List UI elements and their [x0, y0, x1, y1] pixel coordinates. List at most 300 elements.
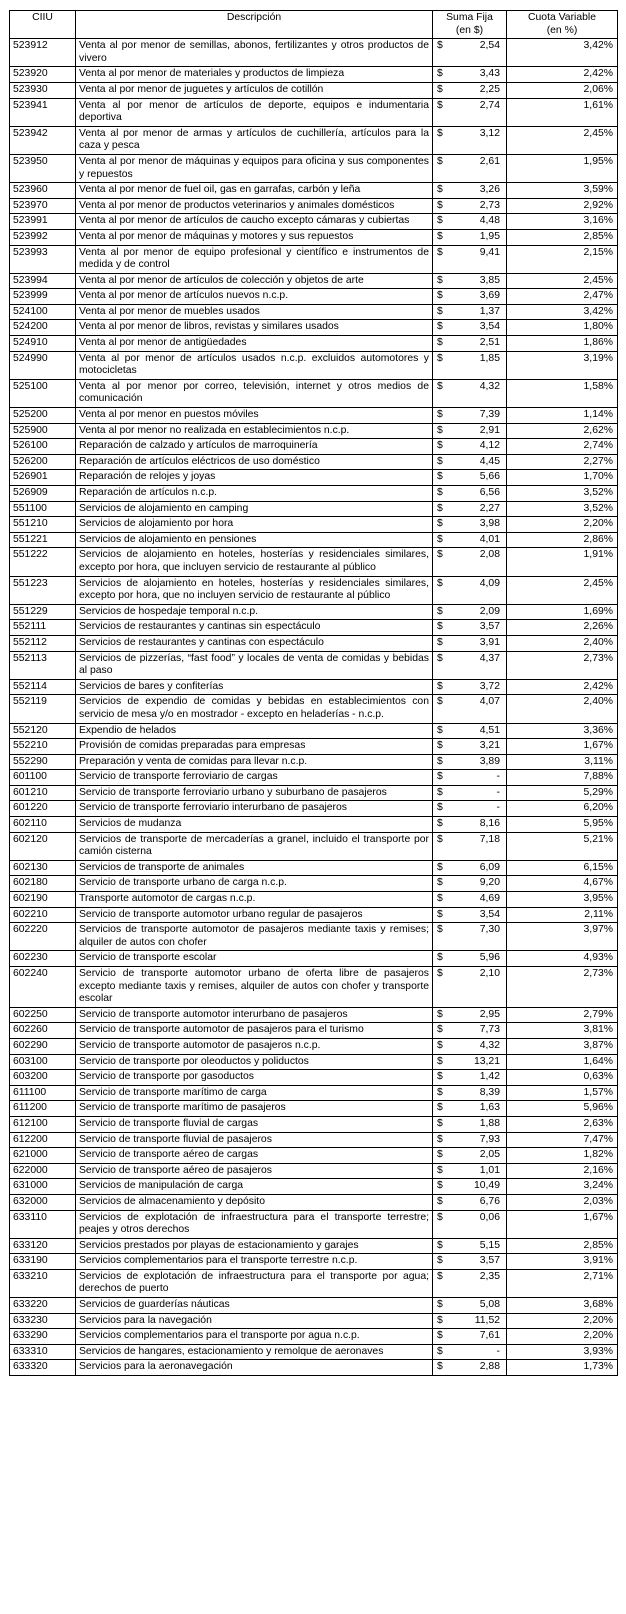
- suma-fija-cell: [433, 576, 507, 604]
- cuota-variable-value: 4,67%: [507, 876, 618, 892]
- suma-fija-value: 6,56: [479, 487, 500, 498]
- suma-fija-cell: [433, 379, 507, 407]
- cuota-variable-value: 2,45%: [507, 576, 618, 604]
- header-descripcion-label: Descripción: [226, 12, 282, 23]
- cuota-variable-value: 2,06%: [507, 82, 618, 98]
- currency-symbol: $: [437, 818, 443, 830]
- suma-fija-cell: [433, 817, 507, 833]
- suma-fija-value: 3,21: [479, 740, 500, 752]
- currency-symbol: $: [437, 680, 443, 692]
- table-row: [10, 470, 618, 486]
- cuota-variable-value: 1,69%: [507, 604, 618, 620]
- suma-fija-cell: [433, 320, 507, 336]
- ciiu-code: 552114: [10, 679, 76, 695]
- table-row: [10, 548, 618, 576]
- activity-description: Preparación y venta de comidas para llevar n.c.p.: [76, 754, 433, 770]
- table-row: [10, 620, 618, 636]
- ciiu-code: 633320: [10, 1360, 76, 1376]
- activity-description: Servicio de transporte fluvial de pasajeros: [76, 1132, 433, 1148]
- table-row: [10, 1101, 618, 1117]
- suma-fija-value: 4,37: [479, 652, 500, 664]
- currency-symbol: $: [437, 337, 443, 349]
- activity-description: Servicio de transporte por gasoductos: [76, 1070, 433, 1086]
- cuota-variable-value: 1,86%: [507, 336, 618, 352]
- table-row: [10, 679, 618, 695]
- suma-fija-cell: [433, 1298, 507, 1314]
- activity-description: Servicios de bares y confiterías: [76, 679, 433, 695]
- suma-fija-cell: [433, 304, 507, 320]
- cuota-variable-value: 1,82%: [507, 1148, 618, 1164]
- activity-description: Servicios complementarios para el transporte terrestre n.c.p.: [76, 1254, 433, 1270]
- suma-fija-value: -: [496, 802, 500, 814]
- ciiu-code: 526901: [10, 470, 76, 486]
- activity-description: Servicio de transporte automotor de pasajeros para el turismo: [76, 1023, 433, 1039]
- currency-symbol: $: [437, 380, 443, 392]
- currency-symbol: $: [437, 127, 443, 139]
- suma-fija-value: 13,21: [473, 1055, 500, 1067]
- suma-fija-value: 3,98: [479, 518, 500, 530]
- ciiu-code: 525900: [10, 423, 76, 439]
- activity-description: Venta al por menor de equipo profesional y científico e instrumentos de medida y de control: [76, 245, 433, 273]
- table-row: [10, 1054, 618, 1070]
- ciiu-code: 612200: [10, 1132, 76, 1148]
- cuota-variable-value: 5,95%: [507, 817, 618, 833]
- table-row: [10, 486, 618, 502]
- ciiu-code: 525100: [10, 379, 76, 407]
- activity-description: Servicio de transporte automotor interurbano de pasajeros: [76, 1007, 433, 1023]
- cuota-variable-value: 3,97%: [507, 923, 618, 951]
- cuota-variable-value: 4,93%: [507, 951, 618, 967]
- cuota-variable-value: 2,63%: [507, 1116, 618, 1132]
- suma-fija-value: 4,51: [479, 724, 500, 736]
- ciiu-code: 602260: [10, 1023, 76, 1039]
- cuota-variable-value: 3,42%: [507, 39, 618, 67]
- activity-description: Servicios de alojamiento en hoteles, hosterías y residenciales similares, excepto por hora, que no incluyen servicio de restaurante al público: [76, 576, 433, 604]
- currency-symbol: $: [437, 1086, 443, 1098]
- currency-symbol: $: [437, 771, 443, 783]
- suma-fija-value: 1,42: [479, 1071, 500, 1083]
- activity-description: Servicios de hospedaje temporal n.c.p.: [76, 604, 433, 620]
- table-row: [10, 907, 618, 923]
- activity-description: Servicios para la navegación: [76, 1313, 433, 1329]
- cuota-variable-value: 1,61%: [507, 98, 618, 126]
- suma-fija-cell: [433, 892, 507, 908]
- cuota-variable-value: 2,71%: [507, 1269, 618, 1297]
- suma-fija-cell: [433, 1269, 507, 1297]
- activity-description: Servicio de transporte por oleoductos y poliductos: [76, 1054, 433, 1070]
- cuota-variable-value: 3,52%: [507, 501, 618, 517]
- activity-description: Servicios de hangares, estacionamiento y remolque de aeronaves: [76, 1344, 433, 1360]
- activity-description: Servicio de transporte ferroviario interurbano de pasajeros: [76, 801, 433, 817]
- suma-fija-cell: [433, 67, 507, 83]
- suma-fija-cell: [433, 635, 507, 651]
- activity-description: Servicio de transporte ferroviario urbano y suburbano de pasajeros: [76, 785, 433, 801]
- suma-fija-value: 1,63: [479, 1102, 500, 1114]
- ciiu-rates-document: [9, 10, 617, 1376]
- suma-fija-cell: [433, 951, 507, 967]
- suma-fija-cell: [433, 1038, 507, 1054]
- suma-fija-cell: [433, 470, 507, 486]
- currency-symbol: $: [437, 833, 443, 845]
- table-row: [10, 501, 618, 517]
- suma-fija-value: 2,10: [479, 968, 500, 979]
- suma-fija-value: 1,95: [479, 230, 500, 242]
- activity-description: Servicios de guarderías náuticas: [76, 1298, 433, 1314]
- activity-description: Servicios de restaurantes y cantinas sin espectáculo: [76, 620, 433, 636]
- suma-fija-value: 2,88: [479, 1361, 500, 1373]
- ciiu-code: 523992: [10, 229, 76, 245]
- cuota-variable-value: 2,40%: [507, 635, 618, 651]
- ciiu-code: 602110: [10, 817, 76, 833]
- suma-fija-cell: [433, 1194, 507, 1210]
- suma-fija-value: 2,05: [479, 1149, 500, 1161]
- activity-description: Venta al por menor de muebles usados: [76, 304, 433, 320]
- suma-fija-cell: [433, 98, 507, 126]
- table-row: [10, 439, 618, 455]
- table-row: [10, 1163, 618, 1179]
- table-row: [10, 967, 618, 1008]
- table-row: [10, 723, 618, 739]
- cuota-variable-value: 2,20%: [507, 517, 618, 533]
- activity-description: Servicio de transporte aéreo de pasajeros: [76, 1163, 433, 1179]
- currency-symbol: $: [437, 924, 443, 936]
- table-row: [10, 98, 618, 126]
- suma-fija-value: 2,95: [479, 1008, 500, 1020]
- table-row: [10, 532, 618, 548]
- ciiu-code: 633290: [10, 1329, 76, 1345]
- activity-description: Transporte automotor de cargas n.c.p.: [76, 892, 433, 908]
- currency-symbol: $: [437, 246, 443, 258]
- cuota-variable-value: 3,11%: [507, 754, 618, 770]
- suma-fija-cell: [433, 679, 507, 695]
- suma-fija-value: 1,37: [479, 305, 500, 317]
- currency-symbol: $: [437, 1164, 443, 1176]
- table-row: [10, 1116, 618, 1132]
- currency-symbol: $: [437, 877, 443, 889]
- currency-symbol: $: [437, 471, 443, 483]
- currency-symbol: $: [437, 199, 443, 211]
- activity-description: Venta al por menor de artículos de caucho excepto cámaras y cubiertas: [76, 214, 433, 230]
- suma-fija-value: 7,30: [479, 924, 500, 936]
- suma-fija-value: 2,91: [479, 424, 500, 436]
- currency-symbol: $: [437, 305, 443, 317]
- suma-fija-value: 7,61: [479, 1330, 500, 1342]
- table-row: [10, 892, 618, 908]
- cuota-variable-value: 1,14%: [507, 408, 618, 424]
- table-row: [10, 351, 618, 379]
- currency-symbol: $: [437, 952, 443, 964]
- ciiu-code: 633220: [10, 1298, 76, 1314]
- currency-symbol: $: [437, 1180, 443, 1192]
- suma-fija-value: -: [496, 786, 500, 798]
- suma-fija-value: 3,54: [479, 908, 500, 920]
- table-row: [10, 635, 618, 651]
- activity-description: Venta al por menor de artículos usados n.c.p. excluidos automotores y motocicletas: [76, 351, 433, 379]
- cuota-variable-value: 2,27%: [507, 454, 618, 470]
- suma-fija-cell: [433, 1132, 507, 1148]
- cuota-variable-value: 1,57%: [507, 1085, 618, 1101]
- ciiu-code: 602120: [10, 832, 76, 860]
- cuota-variable-value: 2,11%: [507, 907, 618, 923]
- table-row: [10, 454, 618, 470]
- ciiu-code: 611100: [10, 1085, 76, 1101]
- ciiu-code: 633120: [10, 1238, 76, 1254]
- table-row: [10, 860, 618, 876]
- suma-fija-value: 6,76: [479, 1195, 500, 1207]
- suma-fija-cell: [433, 439, 507, 455]
- suma-fija-value: 2,25: [479, 83, 500, 95]
- cuota-variable-value: 2,03%: [507, 1194, 618, 1210]
- suma-fija-value: 4,09: [479, 577, 500, 589]
- activity-description: Servicios complementarios para el transporte por agua n.c.p.: [76, 1329, 433, 1345]
- table-row: [10, 739, 618, 755]
- suma-fija-value: 7,18: [479, 833, 500, 845]
- suma-fija-value: 2,09: [479, 605, 500, 617]
- ciiu-rates-table: [9, 10, 618, 1376]
- activity-description: Servicios de restaurantes y cantinas con espectáculo: [76, 635, 433, 651]
- ciiu-code: 526100: [10, 439, 76, 455]
- cuota-variable-value: 2,73%: [507, 651, 618, 679]
- currency-symbol: $: [437, 184, 443, 196]
- table-row: [10, 801, 618, 817]
- currency-symbol: $: [437, 577, 443, 589]
- currency-symbol: $: [437, 1345, 443, 1357]
- suma-fija-cell: [433, 739, 507, 755]
- ciiu-code: 552120: [10, 723, 76, 739]
- suma-fija-value: 11,52: [474, 1314, 500, 1326]
- header-suma-fija-unit: (en $): [455, 24, 484, 36]
- suma-fija-cell: [433, 651, 507, 679]
- suma-fija-value: 3,69: [479, 290, 500, 302]
- table-row: [10, 289, 618, 305]
- activity-description: Reparación de artículos n.c.p.: [76, 486, 433, 502]
- currency-symbol: $: [437, 1239, 443, 1251]
- ciiu-code: 622000: [10, 1163, 76, 1179]
- suma-fija-cell: [433, 770, 507, 786]
- table-row: [10, 832, 618, 860]
- currency-symbol: $: [437, 155, 443, 167]
- table-row: [10, 336, 618, 352]
- cuota-variable-value: 1,58%: [507, 379, 618, 407]
- suma-fija-value: 2,74: [479, 99, 500, 111]
- suma-fija-cell: [433, 1148, 507, 1164]
- currency-symbol: $: [437, 1361, 443, 1373]
- cuota-variable-value: 0,63%: [507, 1070, 618, 1086]
- ciiu-code: 551210: [10, 517, 76, 533]
- header-cuota-variable-unit: (en %): [546, 24, 578, 36]
- activity-description: Reparación de calzado y artículos de marroquinería: [76, 439, 433, 455]
- currency-symbol: $: [437, 605, 443, 617]
- activity-description: Venta al por menor no realizada en establecimientos n.c.p.: [76, 423, 433, 439]
- suma-fija-value: 7,39: [479, 409, 500, 421]
- table-row: [10, 183, 618, 199]
- suma-fija-cell: [433, 1210, 507, 1238]
- ciiu-code: 551222: [10, 548, 76, 576]
- activity-description: Servicio de transporte marítimo de pasajeros: [76, 1101, 433, 1117]
- cuota-variable-value: 1,64%: [507, 1054, 618, 1070]
- currency-symbol: $: [437, 908, 443, 920]
- currency-symbol: $: [437, 487, 443, 498]
- currency-symbol: $: [437, 1133, 443, 1145]
- table-row: [10, 1313, 618, 1329]
- currency-symbol: $: [437, 1117, 443, 1129]
- suma-fija-cell: [433, 82, 507, 98]
- suma-fija-value: 1,88: [479, 1117, 500, 1129]
- cuota-variable-value: 3,59%: [507, 183, 618, 199]
- cuota-variable-value: 6,15%: [507, 860, 618, 876]
- suma-fija-cell: [433, 408, 507, 424]
- suma-fija-cell: [433, 1085, 507, 1101]
- activity-description: Venta al por menor por correo, televisión, internet y otros medios de comunicación: [76, 379, 433, 407]
- ciiu-code: 552112: [10, 635, 76, 651]
- activity-description: Venta al por menor de productos veterinarios y animales domésticos: [76, 198, 433, 214]
- suma-fija-cell: [433, 1313, 507, 1329]
- cuota-variable-value: 2,62%: [507, 423, 618, 439]
- activity-description: Venta al por menor de libros, revistas y similares usados: [76, 320, 433, 336]
- cuota-variable-value: 2,26%: [507, 620, 618, 636]
- table-row: [10, 1269, 618, 1297]
- suma-fija-value: 4,07: [479, 696, 500, 708]
- cuota-variable-value: 1,73%: [507, 1360, 618, 1376]
- currency-symbol: $: [437, 1299, 443, 1311]
- activity-description: Provisión de comidas preparadas para empresas: [76, 739, 433, 755]
- ciiu-code: 601210: [10, 785, 76, 801]
- activity-description: Servicio de transporte urbano de carga n.c.p.: [76, 876, 433, 892]
- suma-fija-cell: [433, 336, 507, 352]
- cuota-variable-value: 2,40%: [507, 695, 618, 723]
- currency-symbol: $: [437, 802, 443, 814]
- currency-symbol: $: [437, 1211, 443, 1223]
- activity-description: Venta al por menor de máquinas y motores y sus repuestos: [76, 229, 433, 245]
- suma-fija-value: 3,54: [479, 321, 500, 333]
- activity-description: Servicios para la aeronavegación: [76, 1360, 433, 1376]
- suma-fija-value: 8,39: [479, 1086, 500, 1098]
- suma-fija-cell: [433, 1101, 507, 1117]
- cuota-variable-value: 2,85%: [507, 229, 618, 245]
- ciiu-code: 552210: [10, 739, 76, 755]
- currency-symbol: $: [437, 1055, 443, 1067]
- ciiu-code: 603200: [10, 1070, 76, 1086]
- cuota-variable-value: 2,20%: [507, 1329, 618, 1345]
- ciiu-code: 524200: [10, 320, 76, 336]
- ciiu-code: 602210: [10, 907, 76, 923]
- ciiu-code: 551223: [10, 576, 76, 604]
- suma-fija-value: 2,61: [479, 155, 500, 167]
- suma-fija-cell: [433, 695, 507, 723]
- currency-symbol: $: [437, 1071, 443, 1083]
- activity-description: Servicios de pizzerías, “fast food” y locales de venta de comidas y bebidas al paso: [76, 651, 433, 679]
- ciiu-code: 601100: [10, 770, 76, 786]
- header-suma-fija: [433, 11, 507, 39]
- ciiu-code: 632000: [10, 1194, 76, 1210]
- ciiu-code: 633110: [10, 1210, 76, 1238]
- cuota-variable-value: 3,93%: [507, 1344, 618, 1360]
- activity-description: Reparación de artículos eléctricos de uso doméstico: [76, 454, 433, 470]
- table-row: [10, 1179, 618, 1195]
- currency-symbol: $: [437, 549, 443, 561]
- suma-fija-value: 3,43: [479, 68, 500, 80]
- currency-symbol: $: [437, 1270, 443, 1282]
- table-row: [10, 39, 618, 67]
- currency-symbol: $: [437, 636, 443, 648]
- cuota-variable-value: 3,52%: [507, 486, 618, 502]
- currency-symbol: $: [437, 1008, 443, 1020]
- suma-fija-cell: [433, 1070, 507, 1086]
- suma-fija-value: 2,08: [479, 549, 500, 561]
- currency-symbol: $: [437, 968, 443, 979]
- suma-fija-value: 7,93: [479, 1133, 500, 1145]
- table-body: [10, 39, 618, 1376]
- suma-fija-value: -: [496, 771, 500, 783]
- currency-symbol: $: [437, 230, 443, 242]
- table-row: [10, 1298, 618, 1314]
- suma-fija-cell: [433, 154, 507, 182]
- suma-fija-value: 3,57: [479, 621, 500, 633]
- suma-fija-value: 9,20: [479, 877, 500, 889]
- table-row: [10, 695, 618, 723]
- cuota-variable-value: 2,42%: [507, 679, 618, 695]
- suma-fija-value: 2,27: [479, 502, 500, 514]
- suma-fija-cell: [433, 454, 507, 470]
- suma-fija-cell: [433, 289, 507, 305]
- ciiu-code: 523912: [10, 39, 76, 67]
- ciiu-code: 524100: [10, 304, 76, 320]
- suma-fija-value: 3,26: [479, 184, 500, 196]
- ciiu-code: 602230: [10, 951, 76, 967]
- cuota-variable-value: 3,87%: [507, 1038, 618, 1054]
- ciiu-code: 612100: [10, 1116, 76, 1132]
- suma-fija-cell: [433, 1238, 507, 1254]
- currency-symbol: $: [437, 290, 443, 302]
- ciiu-code: 602250: [10, 1007, 76, 1023]
- currency-symbol: $: [437, 321, 443, 333]
- suma-fija-value: -: [496, 1345, 500, 1357]
- activity-description: Servicios prestados por playas de estacionamiento y garajes: [76, 1238, 433, 1254]
- table-row: [10, 876, 618, 892]
- activity-description: Venta al por menor de juguetes y artículos de cotillón: [76, 82, 433, 98]
- suma-fija-value: 3,91: [479, 636, 500, 648]
- suma-fija-value: 3,12: [479, 127, 500, 139]
- activity-description: Venta al por menor de materiales y productos de limpieza: [76, 67, 433, 83]
- suma-fija-value: 4,32: [479, 380, 500, 392]
- cuota-variable-value: 2,79%: [507, 1007, 618, 1023]
- currency-symbol: $: [437, 1039, 443, 1051]
- suma-fija-value: 3,89: [479, 755, 500, 767]
- suma-fija-cell: [433, 532, 507, 548]
- suma-fija-cell: [433, 423, 507, 439]
- suma-fija-cell: [433, 1163, 507, 1179]
- ciiu-code: 552113: [10, 651, 76, 679]
- activity-description: Servicios de mudanza: [76, 817, 433, 833]
- table-row: [10, 67, 618, 83]
- ciiu-code: 523994: [10, 273, 76, 289]
- suma-fija-cell: [433, 183, 507, 199]
- activity-description: Servicios de transporte de mercaderías a granel, incluido el transporte por camión cisterna: [76, 832, 433, 860]
- suma-fija-value: 10,49: [473, 1180, 500, 1192]
- currency-symbol: $: [437, 696, 443, 708]
- currency-symbol: $: [437, 1255, 443, 1267]
- suma-fija-value: 1,85: [479, 352, 500, 364]
- suma-fija-cell: [433, 723, 507, 739]
- activity-description: Venta al por menor de armas y artículos de cuchillería, artículos para la caza y pesca: [76, 126, 433, 154]
- suma-fija-value: 7,73: [479, 1024, 500, 1036]
- table-row: [10, 951, 618, 967]
- cuota-variable-value: 1,70%: [507, 470, 618, 486]
- activity-description: Servicio de transporte escolar: [76, 951, 433, 967]
- table-row: [10, 320, 618, 336]
- table-row: [10, 817, 618, 833]
- currency-symbol: $: [437, 1314, 443, 1326]
